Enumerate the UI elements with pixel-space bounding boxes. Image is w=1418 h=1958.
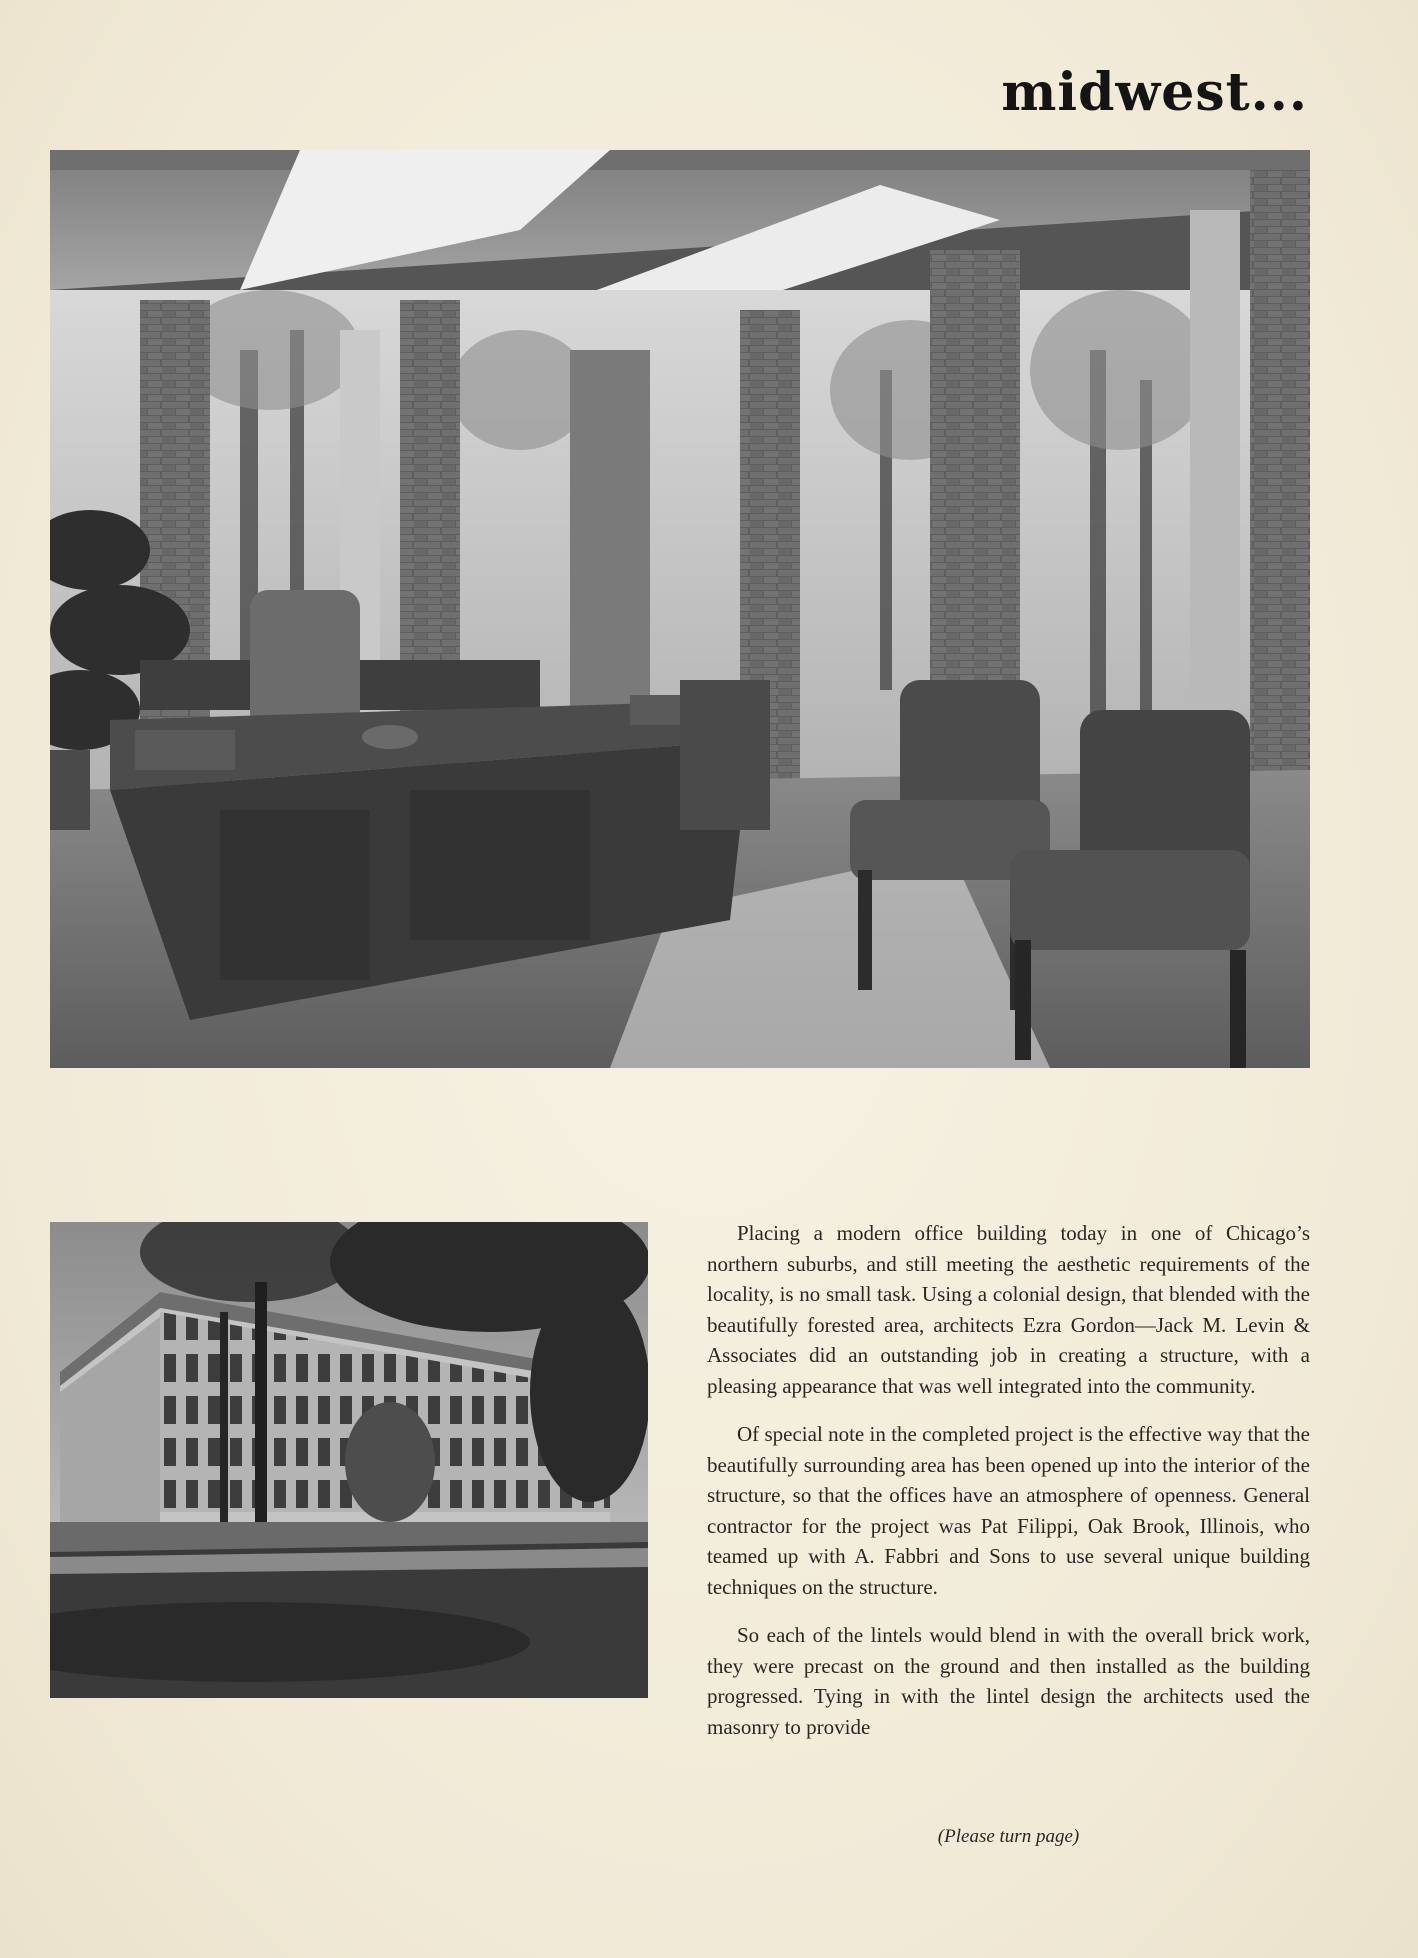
building-exterior-photo [50, 1222, 648, 1698]
continuation-note: (Please turn page) [937, 1826, 1080, 1847]
article-paragraph-1: Placing a modern office building today in one of Chicago’s northern suburbs, and still meeting the aesthetic requirements of the locality, is no small task. Using a colonial design, that blended with the beautifully forested area, architects Ezra Gordon—Jack M. Levin & Associates did an outstanding job in creating a structure, with a pleasing appearance that was well integrated into the community. [707, 1221, 1310, 1398]
article-paragraph-3: So each of the lintels would blend in with the overall brick work, they were precast on the ground and then installed as the building progressed. Tying in with the lintel design the architects used the masonry to provide [707, 1623, 1310, 1739]
office-interior-photo [50, 150, 1310, 1068]
section-title: midwest... [1001, 62, 1308, 123]
office-interior-illustration [50, 150, 1310, 1068]
building-exterior-illustration [50, 1222, 648, 1698]
article-body [707, 1218, 1310, 1760]
article-paragraph-2: Of special note in the completed project is the effective way that the beautifully surrounding area has been opened up into the interior of the structure, so that the offices have an atmosphere of openness. General contractor for the project was Pat Filippi, Oak Brook, Illinois, who teamed up with A. Fabbri and Sons to use several unique building techniques on the structure. [707, 1422, 1310, 1599]
